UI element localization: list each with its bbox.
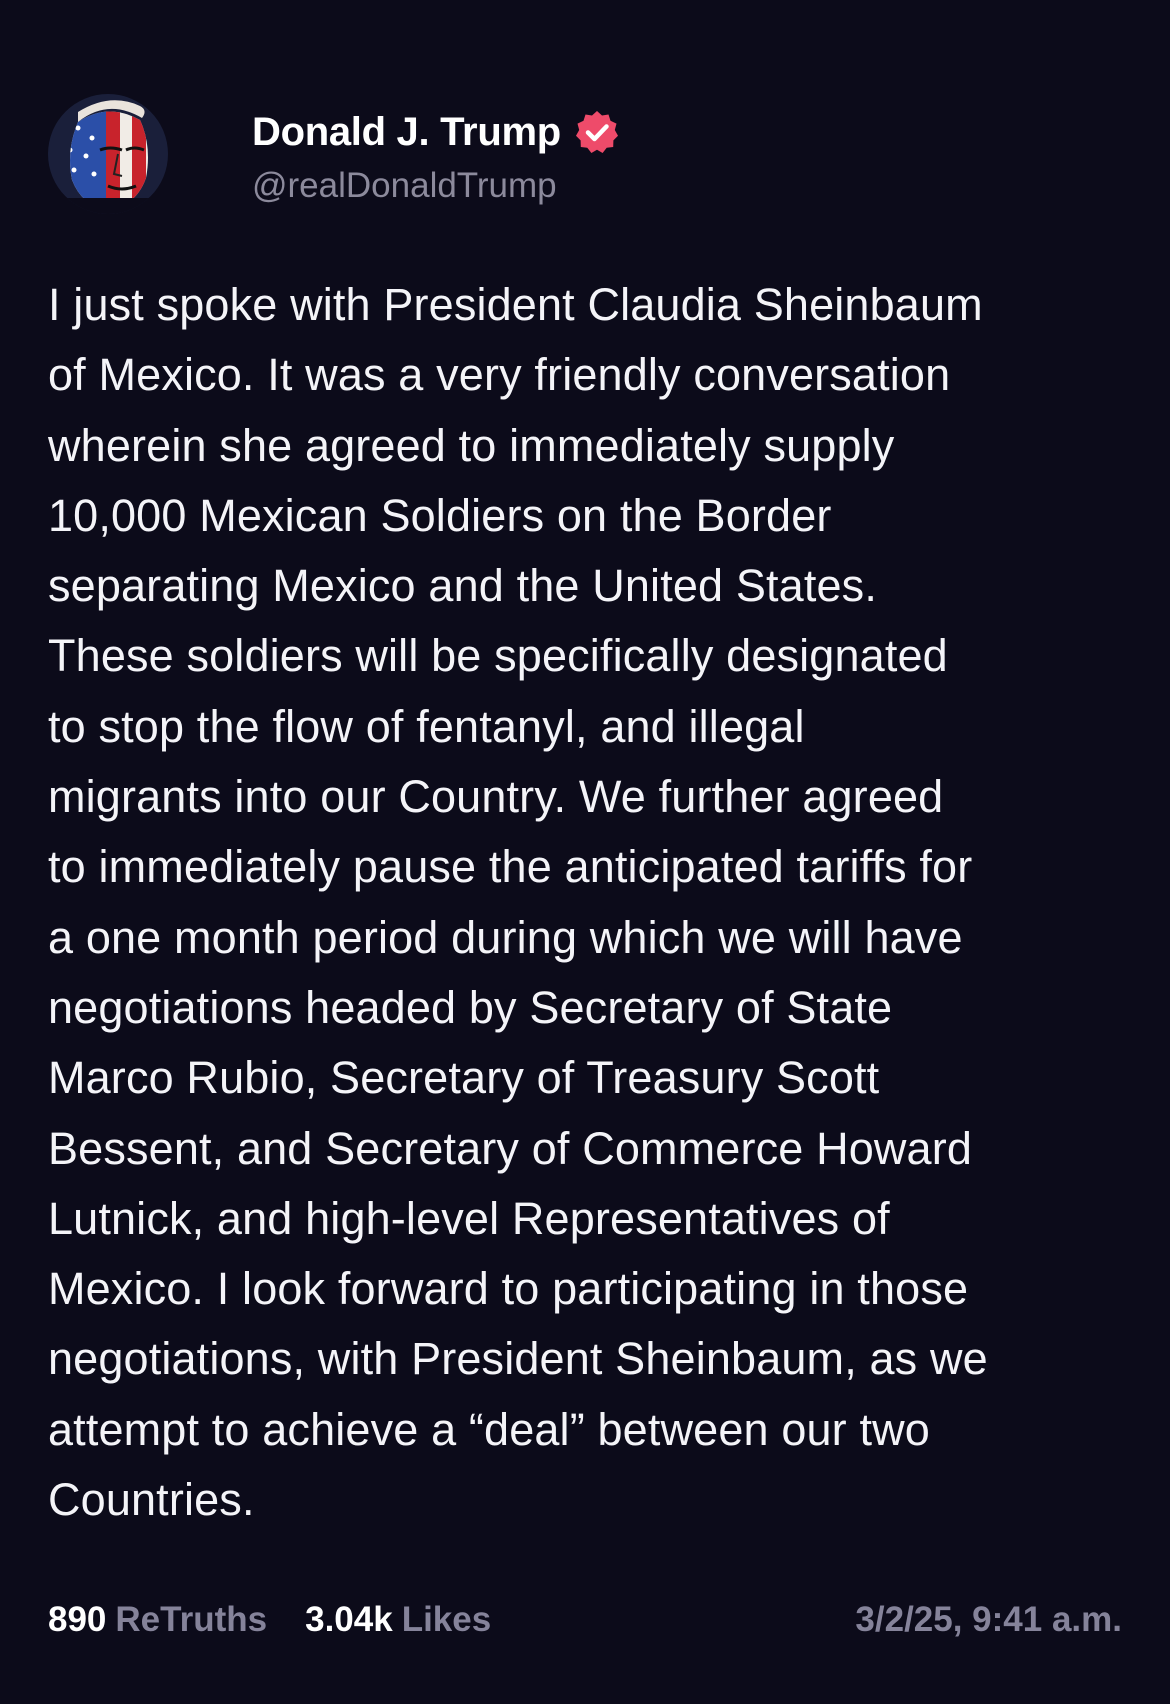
- likes-stat[interactable]: [305, 1600, 491, 1640]
- post-body-line: to immediately pause the anticipated tariffs for: [48, 841, 973, 893]
- retruths-stat[interactable]: [48, 1600, 267, 1640]
- post-timestamp[interactable]: 3/2/25, 9:41 a.m.: [855, 1600, 1122, 1639]
- post-body-line: of Mexico. It was a very friendly conversation: [48, 349, 951, 401]
- author-identity: [252, 108, 621, 206]
- post-header: [48, 94, 621, 214]
- post-body-line: Countries.: [48, 1474, 255, 1526]
- verified-badge-icon: [573, 108, 621, 156]
- post-body-line: a one month period during which we will have: [48, 911, 963, 963]
- post-body-line: Lutnick, and high-level Representatives of: [48, 1192, 890, 1244]
- author-display-name[interactable]: Donald J. Trump: [252, 109, 561, 154]
- post-body-line: Marco Rubio, Secretary of Treasury Scott: [48, 1052, 880, 1104]
- likes-count: 3.04k: [305, 1600, 393, 1639]
- post-body-line: negotiations, with President Sheinbaum, as we: [48, 1333, 988, 1385]
- post-body-line: attempt to achieve a “deal” between our two: [48, 1403, 930, 1455]
- post-body-line: separating Mexico and the United States.: [48, 560, 877, 612]
- avatar[interactable]: [48, 94, 168, 214]
- retruths-label: ReTruths: [115, 1600, 268, 1639]
- post-body-line: wherein she agreed to immediately supply: [48, 419, 895, 471]
- post-body-line: migrants into our Country. We further agreed: [48, 771, 944, 823]
- author-handle[interactable]: @realDonaldTrump: [252, 166, 557, 205]
- post-body-line: to stop the flow of fentanyl, and illegal: [48, 700, 805, 752]
- name-row: [252, 108, 621, 156]
- post-body-line: Mexico. I look forward to participating in those: [48, 1263, 969, 1315]
- post-body: [48, 270, 1128, 1535]
- post-body-line: Bessent, and Secretary of Commerce Howard: [48, 1122, 973, 1174]
- post-body-line: These soldiers will be specifically designated: [48, 630, 948, 682]
- likes-label: Likes: [401, 1600, 492, 1639]
- post-body-line: 10,000 Mexican Soldiers on the Border: [48, 489, 832, 541]
- post-footer: [48, 1600, 1122, 1640]
- post-body-line: I just spoke with President Claudia Sheinbaum: [48, 279, 983, 330]
- avatar-image: [48, 94, 168, 214]
- post-body-line: negotiations headed by Secretary of State: [48, 981, 893, 1033]
- retruths-count: 890: [48, 1600, 107, 1639]
